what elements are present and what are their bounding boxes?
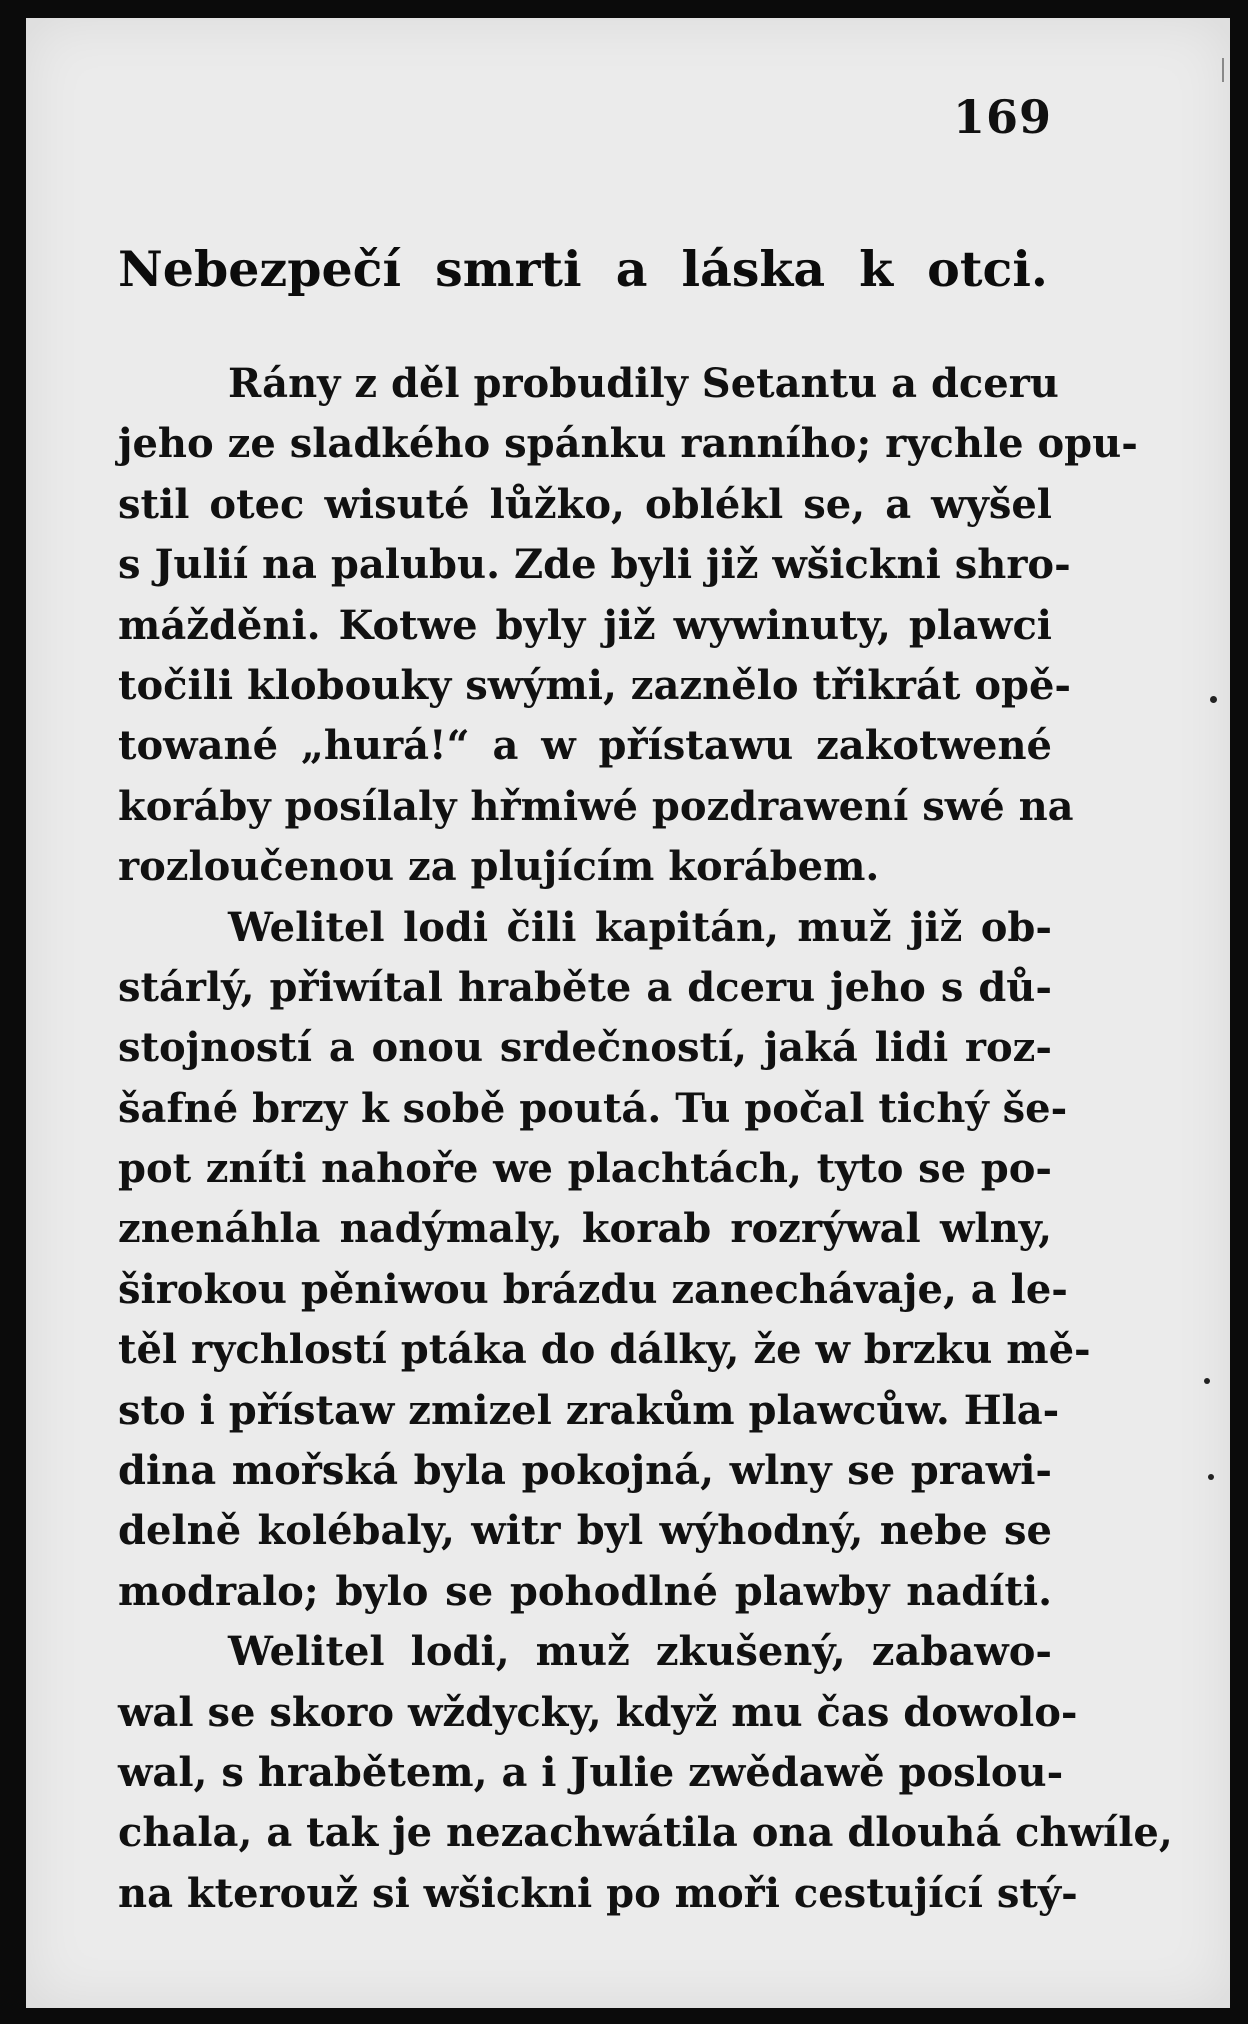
scan-speck [1204, 1378, 1210, 1384]
text-line: na kterouž si wšickni po moři cestující stý- [118, 1869, 1078, 1917]
text-line: stárlý, přiwítal hraběte a dceru jeho s dů- [118, 963, 1052, 1011]
text-line: Rány z děl probudily Setantu a dceru [228, 360, 1059, 407]
scan-speck [1208, 1474, 1214, 1480]
text-line: Welitel lodi čili kapitán, muž již ob- [228, 903, 1052, 951]
scan-speck [1210, 696, 1217, 703]
body-text [118, 354, 1173, 1924]
text-line: delně kolébaly, witr byl wýhodný, nebe se [118, 1507, 1052, 1555]
text-line: pot zníti nahoře we plachtách, tyto se po- [118, 1145, 1052, 1193]
text-line: rozloučenou za plujícím korábem. [118, 843, 880, 891]
text-line: koráby posílaly hřmiwé pozdrawení swé na [118, 782, 1074, 830]
text-line: mážděni. Kotwe byly již wywinuty, plawci [118, 601, 1052, 649]
text-line: točili klobouky swými, zaznělo třikrát opě- [118, 661, 1072, 709]
text-line: towané „hurá!“ a w přístawu zakotwené [118, 722, 1052, 770]
chapter-heading: Nebezpečí smrti a láska k otci. [118, 240, 1048, 298]
text-line: modralo; bylo se pohodlné plawby nadíti. [118, 1567, 1052, 1615]
text-line: širokou pěniwou brázdu zanechávaje, a le- [118, 1265, 1068, 1313]
text-line: s Julií na palubu. Zde byli již wšickni shro- [118, 541, 1071, 589]
scan-edge-mark [1222, 58, 1224, 82]
text-line: těl rychlostí ptáka do dálky, že w brzku mě- [118, 1326, 1091, 1374]
text-line: Welitel lodi, muž zkušený, zabawo- [228, 1628, 1052, 1676]
text-line: chala, a tak je nezachwátila ona dlouhá chwíle, [118, 1809, 1173, 1857]
text-line: stojností a onou srdečností, jaká lidi roz- [118, 1024, 1052, 1072]
text-line: dina mořská byla pokojná, wlny se prawi- [118, 1447, 1052, 1495]
text-line: sto i přístaw zmizel zrakům plawcůw. Hla- [118, 1386, 1060, 1434]
text-line: stil otec wisuté lůžko, oblékl se, a wyšel [118, 480, 1052, 528]
text-line: wal, s hrabětem, a i Julie zwědawě poslou- [118, 1748, 1064, 1796]
text-line: znenáhla nadýmaly, korab rozrýwal wlny, [118, 1205, 1052, 1253]
text-line: jeho ze sladkého spánku ranního; rychle opu- [118, 420, 1138, 468]
text-line: wal se skoro wždycky, když mu čas dowolo- [118, 1688, 1078, 1736]
text-line: šafné brzy k sobě poutá. Tu počal tichý še- [118, 1084, 1068, 1132]
page-number: 169 [952, 90, 1052, 144]
book-page [26, 18, 1230, 2008]
